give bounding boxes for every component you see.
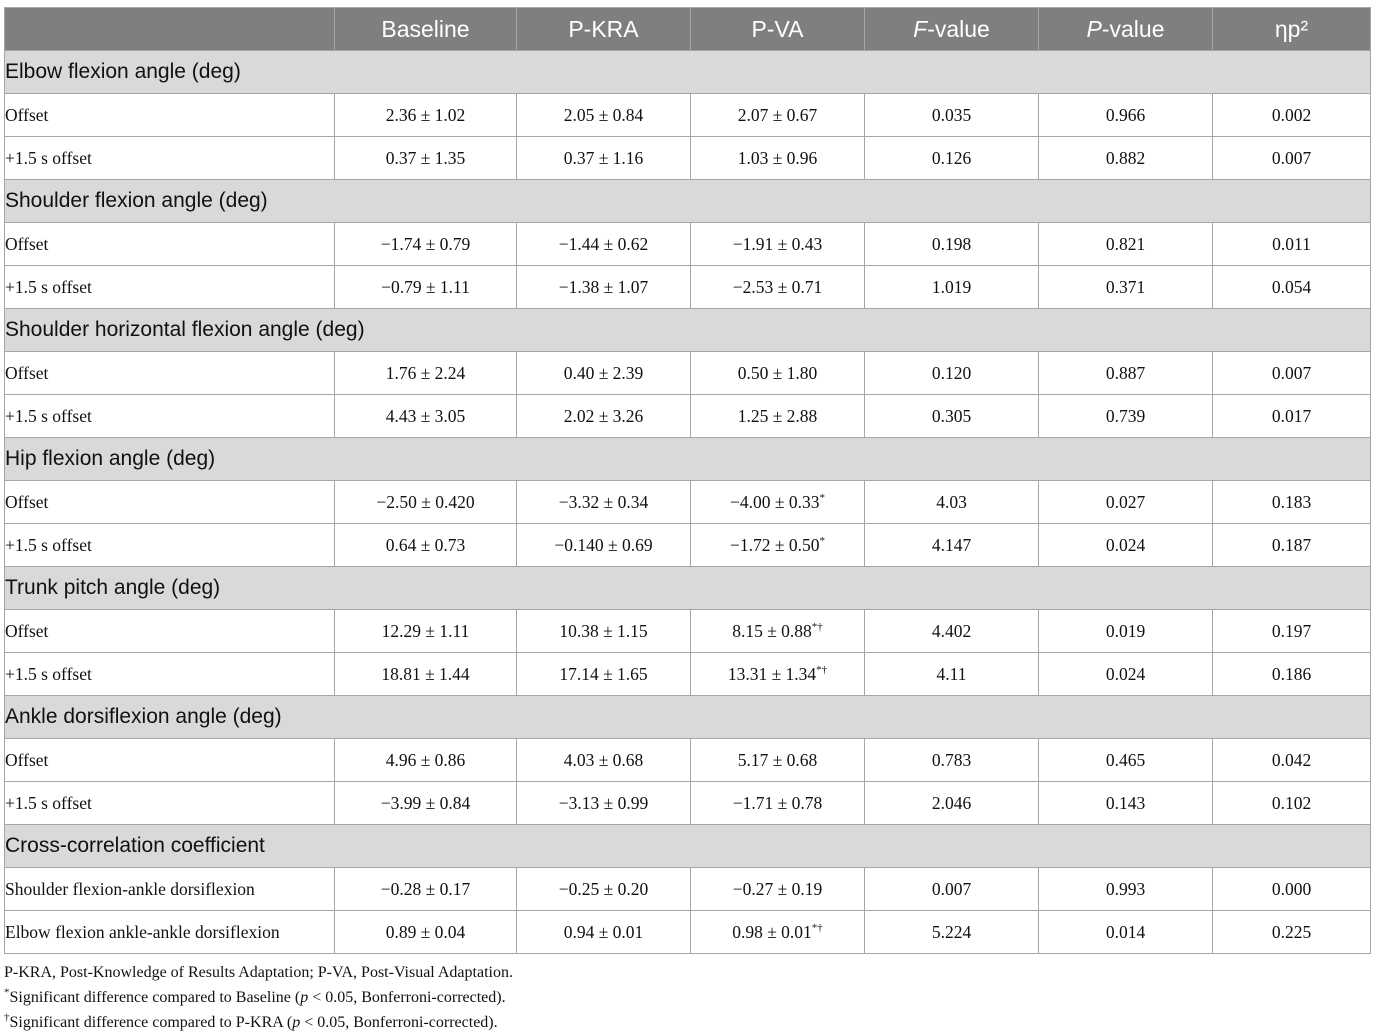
cell-p-va: 0.50 ± 1.80	[691, 352, 865, 395]
cell-f-value: 4.11	[865, 653, 1039, 696]
table-row	[5, 653, 1371, 696]
section-row	[5, 180, 1371, 223]
cell-p-value: 0.014	[1039, 911, 1213, 954]
header-p-kra: P-KRA	[517, 8, 691, 51]
cell-p-value: 0.019	[1039, 610, 1213, 653]
cell-p-value: 0.966	[1039, 94, 1213, 137]
cell-p-value: 0.993	[1039, 868, 1213, 911]
header-row	[5, 8, 1371, 51]
table-row	[5, 266, 1371, 309]
cell-p-value: 0.882	[1039, 137, 1213, 180]
cell-p-va: 13.31 ± 1.34*†	[691, 653, 865, 696]
row-label: +1.5 s offset	[5, 524, 335, 567]
section-row	[5, 567, 1371, 610]
cell-baseline: −0.79 ± 1.11	[335, 266, 517, 309]
section-title: Elbow flexion angle (deg)	[5, 51, 1371, 94]
footnote-marker: *	[4, 986, 10, 999]
row-label: Offset	[5, 610, 335, 653]
cell-p-kra: −0.140 ± 0.69	[517, 524, 691, 567]
row-label: +1.5 s offset	[5, 395, 335, 438]
cell-f-value: 0.305	[865, 395, 1039, 438]
cell-p-value: 0.143	[1039, 782, 1213, 825]
cell-p-kra: −1.44 ± 0.62	[517, 223, 691, 266]
cell-f-value: 5.224	[865, 911, 1039, 954]
cell-f-value: 4.147	[865, 524, 1039, 567]
cell-p-va: −1.71 ± 0.78	[691, 782, 865, 825]
cell-f-value: 0.126	[865, 137, 1039, 180]
cell-eta-p2: 0.102	[1213, 782, 1371, 825]
cell-p-value: 0.821	[1039, 223, 1213, 266]
cell-baseline: −3.99 ± 0.84	[335, 782, 517, 825]
cell-p-va: −4.00 ± 0.33*	[691, 481, 865, 524]
table-row	[5, 782, 1371, 825]
header-f-value: F-value	[865, 8, 1039, 51]
row-label: Elbow flexion ankle-ankle dorsiflexion	[5, 911, 335, 954]
cell-f-value: 0.783	[865, 739, 1039, 782]
table-row	[5, 739, 1371, 782]
cell-p-kra: 0.37 ± 1.16	[517, 137, 691, 180]
cell-p-va: 1.03 ± 0.96	[691, 137, 865, 180]
footnote-marker: †	[4, 1011, 10, 1024]
cell-p-kra: 0.94 ± 0.01	[517, 911, 691, 954]
cell-baseline: −0.28 ± 0.17	[335, 868, 517, 911]
cell-eta-p2: 0.186	[1213, 653, 1371, 696]
cell-baseline: 0.37 ± 1.35	[335, 137, 517, 180]
cell-eta-p2: 0.000	[1213, 868, 1371, 911]
table-row	[5, 94, 1371, 137]
cell-p-value: 0.887	[1039, 352, 1213, 395]
cell-f-value: 1.019	[865, 266, 1039, 309]
cell-p-va: −1.91 ± 0.43	[691, 223, 865, 266]
cell-f-value: 0.007	[865, 868, 1039, 911]
row-label: Offset	[5, 739, 335, 782]
results-table	[4, 7, 1371, 954]
cell-p-va: 8.15 ± 0.88*†	[691, 610, 865, 653]
cell-eta-p2: 0.187	[1213, 524, 1371, 567]
cell-f-value: 4.402	[865, 610, 1039, 653]
cell-eta-p2: 0.197	[1213, 610, 1371, 653]
section-row	[5, 696, 1371, 739]
significance-marker: *†	[811, 620, 823, 633]
table-row	[5, 395, 1371, 438]
table-row	[5, 610, 1371, 653]
cell-baseline: 0.89 ± 0.04	[335, 911, 517, 954]
table-row	[5, 524, 1371, 567]
cell-baseline: 4.43 ± 3.05	[335, 395, 517, 438]
section-title: Shoulder flexion angle (deg)	[5, 180, 1371, 223]
cell-eta-p2: 0.183	[1213, 481, 1371, 524]
cell-p-va: 5.17 ± 0.68	[691, 739, 865, 782]
cell-p-value: 0.024	[1039, 653, 1213, 696]
cell-p-va: −0.27 ± 0.19	[691, 868, 865, 911]
footnote-p-kra: †Significant difference compared to P-KRA (p < 0.05, Bonferroni-corrected).	[4, 1011, 498, 1031]
cell-p-kra: 4.03 ± 0.68	[517, 739, 691, 782]
row-label: Offset	[5, 352, 335, 395]
cell-p-va: −2.53 ± 0.71	[691, 266, 865, 309]
section-title: Cross-correlation coefficient	[5, 825, 1371, 868]
section-row	[5, 51, 1371, 94]
table-row	[5, 352, 1371, 395]
cell-p-value: 0.371	[1039, 266, 1213, 309]
cell-p-value: 0.739	[1039, 395, 1213, 438]
cell-eta-p2: 0.017	[1213, 395, 1371, 438]
cell-p-value: 0.027	[1039, 481, 1213, 524]
cell-baseline: 18.81 ± 1.44	[335, 653, 517, 696]
section-row	[5, 309, 1371, 352]
cell-f-value: 0.198	[865, 223, 1039, 266]
cell-eta-p2: 0.225	[1213, 911, 1371, 954]
row-label: +1.5 s offset	[5, 137, 335, 180]
section-title: Ankle dorsiflexion angle (deg)	[5, 696, 1371, 739]
table-row	[5, 223, 1371, 266]
section-title: Trunk pitch angle (deg)	[5, 567, 1371, 610]
cell-baseline: 4.96 ± 0.86	[335, 739, 517, 782]
cell-p-kra: −0.25 ± 0.20	[517, 868, 691, 911]
cell-eta-p2: 0.042	[1213, 739, 1371, 782]
section-title: Shoulder horizontal flexion angle (deg)	[5, 309, 1371, 352]
cell-p-value: 0.465	[1039, 739, 1213, 782]
row-label: +1.5 s offset	[5, 266, 335, 309]
header-p-va: P-VA	[691, 8, 865, 51]
cell-p-va: −1.72 ± 0.50*	[691, 524, 865, 567]
section-row	[5, 438, 1371, 481]
row-label: +1.5 s offset	[5, 653, 335, 696]
table-row	[5, 911, 1371, 954]
row-label: Shoulder flexion-ankle dorsiflexion	[5, 868, 335, 911]
footnote-italic-p: p	[300, 989, 309, 1006]
footnote-abbreviations: P-KRA, Post-Knowledge of Results Adaptation; P-VA, Post-Visual Adaptation.	[4, 964, 513, 981]
cell-baseline: −2.50 ± 0.420	[335, 481, 517, 524]
significance-marker: *†	[811, 921, 823, 934]
cell-baseline: 2.36 ± 1.02	[335, 94, 517, 137]
cell-eta-p2: 0.007	[1213, 352, 1371, 395]
row-label: +1.5 s offset	[5, 782, 335, 825]
cell-baseline: −1.74 ± 0.79	[335, 223, 517, 266]
cell-baseline: 1.76 ± 2.24	[335, 352, 517, 395]
header-eta-p2: ηp²	[1213, 8, 1371, 51]
cell-p-kra: 2.05 ± 0.84	[517, 94, 691, 137]
cell-eta-p2: 0.002	[1213, 94, 1371, 137]
cell-f-value: 4.03	[865, 481, 1039, 524]
cell-eta-p2: 0.007	[1213, 137, 1371, 180]
section-row	[5, 825, 1371, 868]
footnotes	[4, 960, 1370, 1035]
cell-f-value: 2.046	[865, 782, 1039, 825]
cell-p-va: 1.25 ± 2.88	[691, 395, 865, 438]
cell-p-kra: −1.38 ± 1.07	[517, 266, 691, 309]
cell-f-value: 0.035	[865, 94, 1039, 137]
cell-baseline: 0.64 ± 0.73	[335, 524, 517, 567]
cell-p-va: 2.07 ± 0.67	[691, 94, 865, 137]
table-row	[5, 868, 1371, 911]
significance-marker: *	[819, 534, 825, 547]
cell-p-value: 0.024	[1039, 524, 1213, 567]
row-label: Offset	[5, 481, 335, 524]
cell-eta-p2: 0.054	[1213, 266, 1371, 309]
footnote-italic-p: p	[292, 1014, 301, 1031]
cell-f-value: 0.120	[865, 352, 1039, 395]
footnote-baseline: *Significant difference compared to Baseline (p < 0.05, Bonferroni-corrected).	[4, 986, 506, 1006]
cell-p-kra: 17.14 ± 1.65	[517, 653, 691, 696]
header-italic-letter: F	[913, 15, 928, 42]
significance-marker: *	[819, 491, 825, 504]
significance-marker: *†	[816, 663, 828, 676]
cell-p-kra: 10.38 ± 1.15	[517, 610, 691, 653]
table-row	[5, 481, 1371, 524]
header-label-cell	[5, 8, 335, 51]
header-italic-letter: P	[1086, 15, 1102, 42]
cell-p-kra: 0.40 ± 2.39	[517, 352, 691, 395]
cell-p-va: 0.98 ± 0.01*†	[691, 911, 865, 954]
row-label: Offset	[5, 94, 335, 137]
header-baseline: Baseline	[335, 8, 517, 51]
cell-p-kra: −3.13 ± 0.99	[517, 782, 691, 825]
table-row	[5, 137, 1371, 180]
header-p-value: P-value	[1039, 8, 1213, 51]
cell-p-kra: 2.02 ± 3.26	[517, 395, 691, 438]
cell-p-kra: −3.32 ± 0.34	[517, 481, 691, 524]
cell-baseline: 12.29 ± 1.11	[335, 610, 517, 653]
section-title: Hip flexion angle (deg)	[5, 438, 1371, 481]
row-label: Offset	[5, 223, 335, 266]
cell-eta-p2: 0.011	[1213, 223, 1371, 266]
